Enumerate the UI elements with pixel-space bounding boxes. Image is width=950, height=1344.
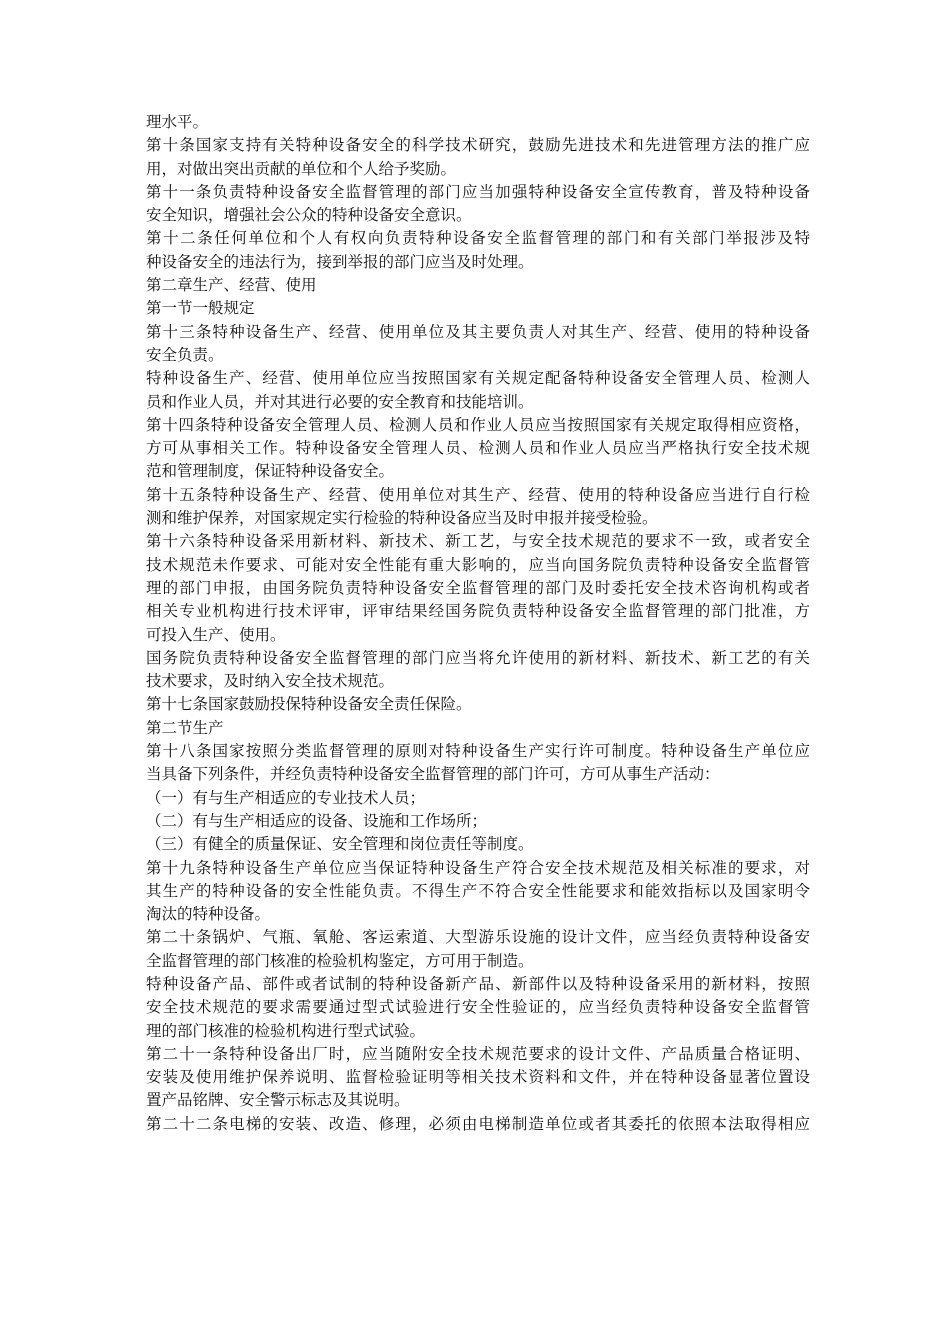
text-line: 用，对做出突出贡献的单位和个人给予奖励。 (146, 159, 457, 178)
list-item: （三）有健全的质量保证、安全管理和岗位责任等制度。 (146, 835, 534, 854)
text-line: 安全知识，增强社会公众的特种设备安全意识。 (146, 206, 472, 225)
text-line: 理的部门申报，由国务院负责特种设备安全监督管理的部门及时委托安全技术咨询机构或者 (146, 578, 810, 597)
text-line: 理的部门核准的检验机构进行型式试验。 (146, 1021, 426, 1040)
text-line: 第十一条负责特种设备安全监督管理的部门应当加强特种设备安全宣传教育，普及特种设备 (146, 182, 810, 201)
text-line: 淘汰的特种设备。 (146, 905, 271, 924)
text-line: 方可从事相关工作。特种设备安全管理人员、检测人员和作业人员应当严格执行安全技术规 (146, 439, 810, 458)
text-line: 测和维护保养，对国家规定实行检验的特种设备应当及时申报并接受检验。 (146, 509, 658, 528)
text-line: 第二十一条特种设备出厂时，应当随附安全技术规范要求的设计文件、产品质量合格证明、 (146, 1044, 810, 1063)
text-line: 安装及使用维护保养说明、监督检验证明等相关技术资料和文件，并在特种设备显著位置设 (146, 1068, 810, 1087)
text-line: 理水平。 (146, 113, 209, 131)
text-line: 第二十二条电梯的安装、改造、修理，必须由电梯制造单位或者其委托的依照本法取得相应 (146, 1114, 810, 1133)
text-line: 种设备安全的违法行为，接到举报的部门应当及时处理。 (146, 252, 534, 271)
list-item: （一）有与生产相适应的专业技术人员； (146, 788, 426, 807)
list-item: （二）有与生产相适应的设备、设施和工作场所； (146, 811, 488, 830)
text-line: 第十六条特种设备采用新材料、新技术、新工艺，与安全技术规范的要求不一致，或者安全 (146, 532, 810, 551)
text-line: 特种设备生产、经营、使用单位应当按照国家有关规定配备特种设备安全管理人员、检测人 (146, 369, 810, 388)
section-heading: 第二节生产 (146, 718, 224, 737)
text-line: 第十三条特种设备生产、经营、使用单位及其主要负责人对其生产、经营、使用的特种设备 (146, 322, 810, 341)
text-line: 特种设备产品、部件或者试制的特种设备新产品、新部件以及特种设备采用的新材料，按照 (146, 974, 810, 993)
text-line: 第十二条任何单位和个人有权向负责特种设备安全监督管理的部门和有关部门举报涉及特 (146, 229, 810, 248)
text-line: 范和管理制度，保证特种设备安全。 (146, 462, 395, 481)
text-line: 相关专业机构进行技术评审，评审结果经国务院负责特种设备安全监督管理的部门批准，方 (146, 602, 810, 621)
text-line: 第十七条国家鼓励投保特种设备安全责任保险。 (146, 695, 472, 714)
text-line: 国务院负责特种设备安全监督管理的部门应当将允许使用的新材料、新技术、新工艺的有关 (146, 648, 810, 667)
text-line: 第十八条国家按照分类监督管理的原则对特种设备生产实行许可制度。特种设备生产单位应 (146, 742, 810, 761)
chapter-heading: 第二章生产、经营、使用 (146, 276, 317, 295)
text-line: 全监督管理的部门核准的检验机构鉴定，方可用于制造。 (146, 951, 534, 970)
text-line: 可投入生产、使用。 (146, 625, 286, 644)
text-line: 技术要求，及时纳入安全技术规范。 (146, 672, 395, 691)
text-line: 第二十条锅炉、气瓶、氧舱、客运索道、大型游乐设施的设计文件，应当经负责特种设备安 (146, 928, 810, 947)
text-line: 安全技术规范的要求需要通过型式试验进行安全性验证的，应当经负责特种设备安全监督管 (146, 998, 810, 1017)
section-heading: 第一节一般规定 (146, 299, 255, 318)
text-line: 置产品铭牌、安全警示标志及其说明。 (146, 1091, 410, 1110)
text-line: 第十五条特种设备生产、经营、使用单位对其生产、经营、使用的特种设备应当进行自行检 (146, 485, 810, 504)
text-line: 当具备下列条件，并经负责特种设备安全监督管理的部门许可，方可从事生产活动： (146, 765, 720, 784)
text-line: 其生产的特种设备的安全性能负责。不得生产不符合安全性能要求和能效指标以及国家明令 (146, 881, 810, 900)
text-line: 第十条国家支持有关特种设备安全的科学技术研究，鼓励先进技术和先进管理方法的推广应 (146, 136, 810, 155)
document-body (146, 111, 810, 1136)
text-line: 第十九条特种设备生产单位应当保证特种设备生产符合安全技术规范及相关标准的要求，对 (146, 858, 810, 877)
text-line: 第十四条特种设备安全管理人员、检测人员和作业人员应当按照国家有关规定取得相应资格， (146, 415, 810, 434)
text-line: 安全负责。 (146, 345, 224, 364)
text-line: 技术规范未作要求、可能对安全性能有重大影响的，应当向国务院负责特种设备安全监督管 (146, 555, 810, 574)
text-line: 员和作业人员，并对其进行必要的安全教育和技能培训。 (146, 392, 534, 411)
